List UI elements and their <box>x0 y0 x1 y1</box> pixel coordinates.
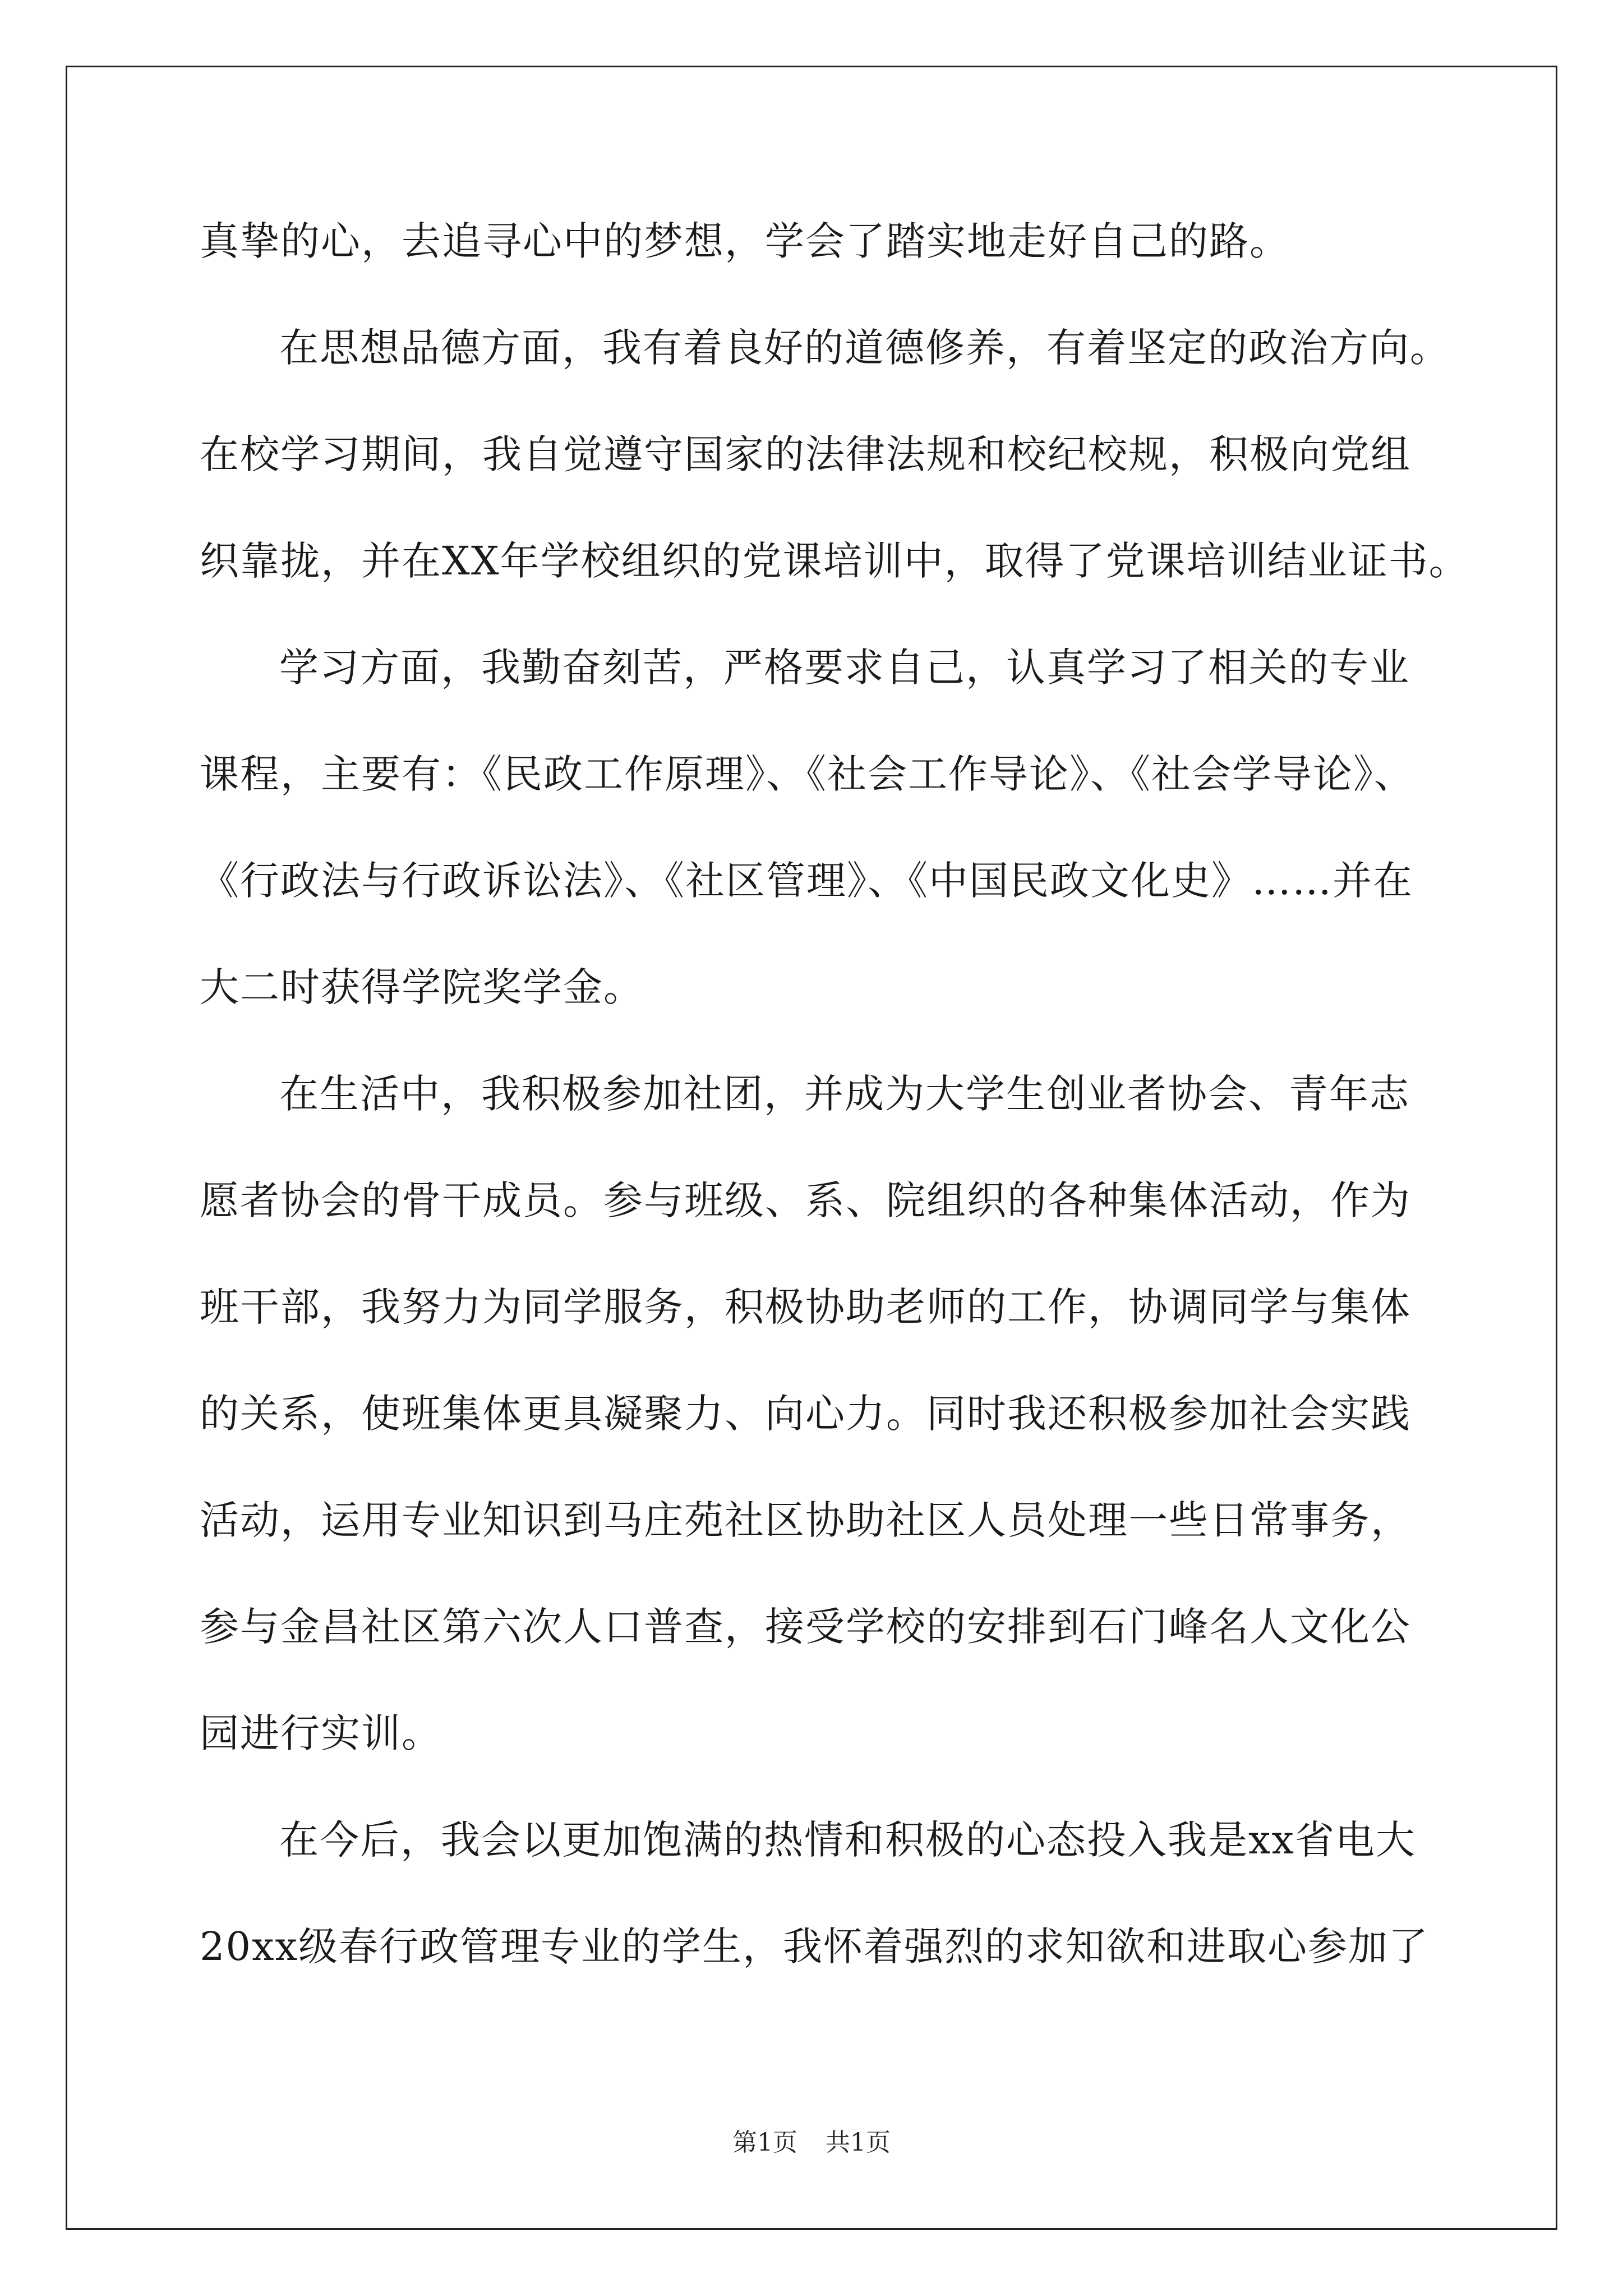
text-line: 《行政法与行政诉讼法》、《社区管理》、《中国民政文化史》……并在 <box>200 858 1413 904</box>
paragraph-start: 在生活中，我积极参加社团，并成为大学生创业者协会、青年志 <box>279 1071 1410 1117</box>
text-line: 活动，运用专业知识到马庄苑社区协助社区人员处理一些日常事务， <box>200 1497 1411 1543</box>
text-line: 愿者协会的骨干成员。参与班级、系、院组织的各种集体活动，作为 <box>200 1177 1411 1223</box>
text-line: 织靠拢，并在XX年学校组织的党课培训中，取得了党课培训结业证书。 <box>200 538 1469 584</box>
text-line: 的关系，使班集体更具凝聚力、向心力。同时我还积极参加社会实践 <box>200 1391 1411 1437</box>
text-line: 课程，主要有：《民政工作原理》、《社会工作导论》、《社会学导论》、 <box>200 751 1414 797</box>
text-line: 20xx级春行政管理专业的学生，我怀着强烈的求知欲和进取心参加了 <box>200 1924 1430 1970</box>
text-line: 大二时获得学院奖学金。 <box>200 964 644 1010</box>
paragraph-start: 在今后，我会以更加饱满的热情和积极的心态投入我是xx省电大 <box>279 1817 1416 1863</box>
page-border <box>66 66 1557 2230</box>
page-footer <box>0 2126 1623 2160</box>
text-line: 真挚的心，去追寻心中的梦想，学会了踏实地走好自己的路。 <box>200 218 1290 264</box>
page-number: 第1页 <box>732 2128 797 2157</box>
text-line: 班干部，我努力为同学服务，积极协助老师的工作，协调同学与集体 <box>200 1284 1411 1330</box>
text-line: 参与金昌社区第六次人口普查，接受学校的安排到石门峰名人文化公 <box>200 1604 1411 1650</box>
text-line: 在校学习期间，我自觉遵守国家的法律法规和校纪校规，积极向党组 <box>200 431 1411 477</box>
page-total: 共1页 <box>826 2128 891 2157</box>
paragraph-start: 在思想品德方面，我有着良好的道德修养，有着坚定的政治方向。 <box>279 325 1450 371</box>
paragraph-start: 学习方面，我勤奋刻苦，严格要求自己，认真学习了相关的专业 <box>279 645 1410 691</box>
text-line: 园进行实训。 <box>200 1710 442 1756</box>
